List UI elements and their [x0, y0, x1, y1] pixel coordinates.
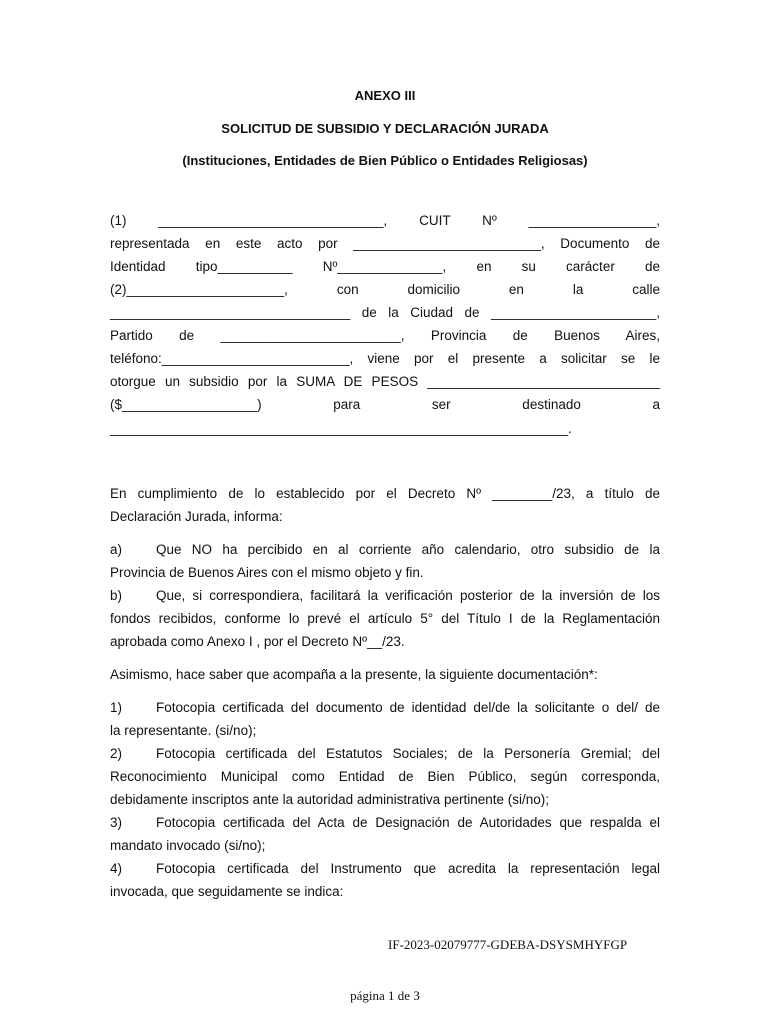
document-text: mandato invocado (si/no);	[110, 838, 266, 853]
document-text: la representante. (si/no);	[110, 723, 257, 738]
form-line: (1) ______________________________, CUIT Nº _________________,	[110, 213, 660, 228]
document-item	[110, 860, 660, 878]
document-item	[110, 745, 660, 763]
declaration-number: a)	[110, 542, 123, 557]
declaration-item	[110, 587, 660, 605]
form-line: teléfono:_________________________, viene por el presente a solicitar se le	[110, 351, 660, 366]
form-line: _____________________________________________________________.	[110, 421, 572, 436]
declaration-number: b)	[110, 588, 123, 603]
page-number: página 1 de 3	[350, 988, 420, 1003]
form-line: ________________________________ de la Ciudad de ______________________,	[110, 305, 660, 320]
document-text: Reconocimiento Municipal como Entidad de Bien Público, según corresponda,	[110, 769, 660, 784]
declaration-intro: En cumplimiento de lo establecido por el Decreto Nº ________/23, a título de	[110, 486, 660, 501]
document-text: Fotocopia certificada del Instrumento que acredita la representación legal	[156, 861, 660, 876]
document-number: 1)	[110, 700, 123, 715]
document-text: Fotocopia certificada del Estatutos Sociales; de la Personería Gremial; del	[156, 746, 660, 761]
declaration-text: Que, si correspondiera, facilitará la verificación posterior de la inversión de los	[156, 588, 660, 603]
documentation-intro: Asimismo, hace saber que acompaña a la presente, la siguiente documentación*:	[110, 667, 598, 682]
document-title: SOLICITUD DE SUBSIDIO Y DECLARACIÓN JURADA	[221, 121, 549, 136]
form-line: (2)_____________________, con domicilio en la calle	[110, 282, 660, 297]
declaration-intro: Declaración Jurada, informa:	[110, 509, 283, 524]
document-subtitle: (Instituciones, Entidades de Bien Público o Entidades Religiosas)	[182, 153, 588, 168]
form-line: representada en este acto por _________________________, Documento de	[110, 236, 660, 251]
document-text: invocada, que seguidamente se indica:	[110, 884, 344, 899]
form-line: ($__________________) para ser destinado a	[110, 397, 660, 412]
document-number: 2)	[110, 746, 123, 761]
declaration-text: Que NO ha percibido en al corriente año calendario, otro subsidio de la	[156, 542, 660, 557]
form-line: Partido de ________________________, Provincia de Buenos Aires,	[110, 328, 660, 343]
document-text: Fotocopia certificada del Acta de Designación de Autoridades que respalda el	[156, 815, 660, 830]
document-item	[110, 814, 660, 832]
document-item	[110, 699, 660, 717]
document-number: 4)	[110, 861, 123, 876]
document-text: debidamente inscriptos ante la autoridad administrativa pertinente (si/no);	[110, 792, 549, 807]
declaration-text: Provincia de Buenos Aires con el mismo objeto y fin.	[110, 565, 424, 580]
document-text: Fotocopia certificada del documento de identidad del/de la solicitante o del/ de	[156, 700, 660, 715]
declaration-text: fondos recibidos, conforme lo prevé el artículo 5° del Título I de la Reglamentación	[110, 611, 660, 626]
form-line: Identidad tipo__________ Nº______________, en su carácter de	[110, 259, 660, 274]
declaration-text: aprobada como Anexo I , por el Decreto Nº__/23.	[110, 634, 405, 649]
document-id: IF-2023-02079777-GDEBA-DSYSMHYFGP	[388, 937, 628, 952]
document-number: 3)	[110, 815, 123, 830]
declaration-item	[110, 541, 660, 559]
annex-heading: ANEXO III	[354, 88, 416, 103]
form-line: otorgue un subsidio por la SUMA DE PESOS _______________________________	[110, 374, 660, 389]
